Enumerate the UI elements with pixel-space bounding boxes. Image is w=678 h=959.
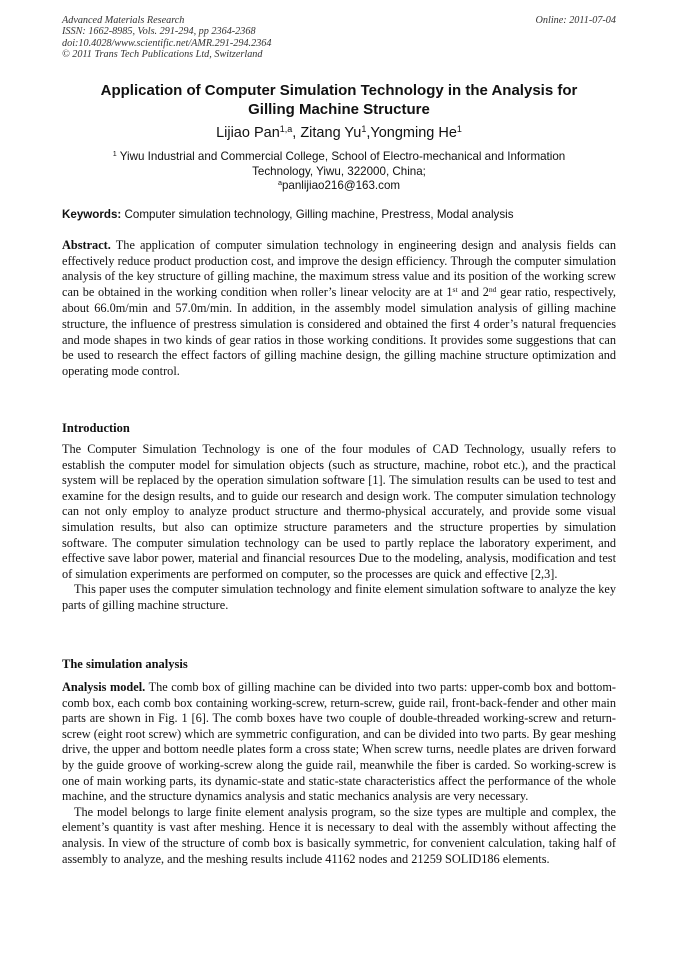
author-name: Zitang Yu [300, 125, 362, 141]
journal-name: Advanced Materials Research [62, 15, 185, 26]
journal-header [62, 15, 616, 60]
paragraph: This paper uses the computer simulation technology and finite element simulation software to analyze the key parts of gilling machine structure. [62, 582, 616, 612]
title-line-2: Gilling Machine Structure [248, 101, 430, 118]
author-name: Yongming He [370, 125, 457, 141]
issn-line: ISSN: 1662-8985, Vols. 291-294, pp 2364-2368 [62, 26, 256, 38]
affiliation-line-2: Technology, Yiwu, 322000, China; [252, 165, 426, 178]
email-mark: a [277, 178, 282, 188]
paragraph: The Computer Simulation Technology is one of the four modules of CAD Technology, usually refers to establish the computer model for simulation objects (such as structure, machine, robot etc.), and the practical system will be replaced by the operation simulation software [1]. The simulation results can be used to test and examine for the design results, and to guide our research and design work. The computer simulation technology can not only employ to analyze product structure and thermo-physical accurately, and provide some visual simulation results, but also can optimize structure parameters and the structure properties by simulation software. The computer simulation technology can be used to partly replace the laboratory experiment, and effective save labor power, material and financial resources Due to the modeling, analysis, modification and test of simulation experiments are performed on computer, so the processes are quick and effective [2,3]. [62, 442, 616, 581]
author-affiliation-mark: 1,a [279, 124, 293, 135]
doi-line: doi:10.4028/www.scientific.net/AMR.291-294.2364 [62, 37, 272, 49]
abstract-text: The application of computer simulation technology in engineering design and analysis fields can effectively reduce product production cost, and improve the design efficiency. Through the computer simulation analysis of the key structure of gilling machine, the maximum stress value and its position of the working screw can be obtained in the working condition when roller’s linear velocity are at 1 [62, 238, 616, 299]
paper-title [62, 81, 616, 119]
superscript: st [452, 284, 458, 294]
section-heading-introduction: Introduction [62, 421, 130, 435]
author-separator: , [366, 125, 371, 141]
author-separator: , [292, 125, 301, 141]
author-affiliation-mark: 1 [361, 124, 367, 135]
section-heading-simulation: The simulation analysis [62, 657, 188, 671]
paragraph: The model belongs to large finite element analysis program, so the size types are multiple and complex, the element’s quantity is vast after meshing. Hence it is necessary to deal with the assembly without affecting the analysis. In view of the structure of comb box is basically symmetric, for convenient calculation, taking half of assembly to analyze, and the meshing results include 41162 nodes and 21259 SOLID186 elements. [62, 804, 616, 866]
keywords-label: Keywords: [62, 208, 122, 221]
affiliation-line-1: Yiwu Industrial and Commercial College, School of Electro-mechanical and Information [119, 150, 566, 163]
paragraph [62, 680, 616, 805]
analysis-model-label: Analysis model. [62, 680, 146, 694]
keywords-text: Computer simulation technology, Gilling machine, Prestress, Modal analysis [124, 208, 514, 221]
superscript: nd [488, 284, 497, 294]
simulation-body [62, 680, 616, 867]
author-name: Lijiao Pan [216, 125, 280, 141]
author-email: panlijiao216@163.com [281, 179, 401, 192]
abstract-label: Abstract. [62, 238, 111, 252]
author-affiliation-mark: 1 [456, 124, 462, 135]
abstract-text: gear ratio, respectively, about 66.0m/min and 57.0m/min. In addition, in the assembly model simulation analysis of gilling machine structure, the influence of prestress simulation is considered and obtained the first 4 order’s natural frequencies and mode shapes in two kinds of gear ratios in those working conditions. It provides some suggestions that can be used to research the effect factors of gilling machine design, the gilling machine structure optimization and operating mode control. [62, 284, 616, 378]
abstract-text: and 2 [457, 284, 489, 299]
introduction-body [62, 442, 616, 614]
affiliation-mark: 1 [112, 149, 117, 159]
title-line-1: Application of Computer Simulation Technology in the Analysis for [100, 82, 578, 99]
copyright-line: © 2011 Trans Tech Publications Ltd, Switzerland [62, 48, 263, 60]
keywords [62, 208, 616, 222]
paragraph-text: The comb box of gilling machine can be divided into two parts: upper-comb box and bottom-comb box, each comb box containing working-screw, return-screw, guide rail, front-back-fender and other main parts are shown in Fig. 1 [6]. The comb boxes have two couple of double-threaded working-screw and return-screw (eight root screw) which are symmetric configuration, and can be divided into two parts. By gear meshing drive, the upper and bottom needle plates form a cross state; When screw turns, needle plates are driven forward by the guide groove of working-screw along the guide rail, meanwhile the fiber is carded. So working-screw is one of main working parts, its dynamic-state and static-state characteristics affect the performance of the whole machine, and the structure dynamics analysis and static mechanics analysis are very necessary. [62, 680, 616, 804]
author-list [62, 124, 616, 143]
online-date: Online: 2011-07-04 [535, 15, 616, 26]
affiliation [62, 150, 616, 194]
abstract [62, 238, 616, 379]
